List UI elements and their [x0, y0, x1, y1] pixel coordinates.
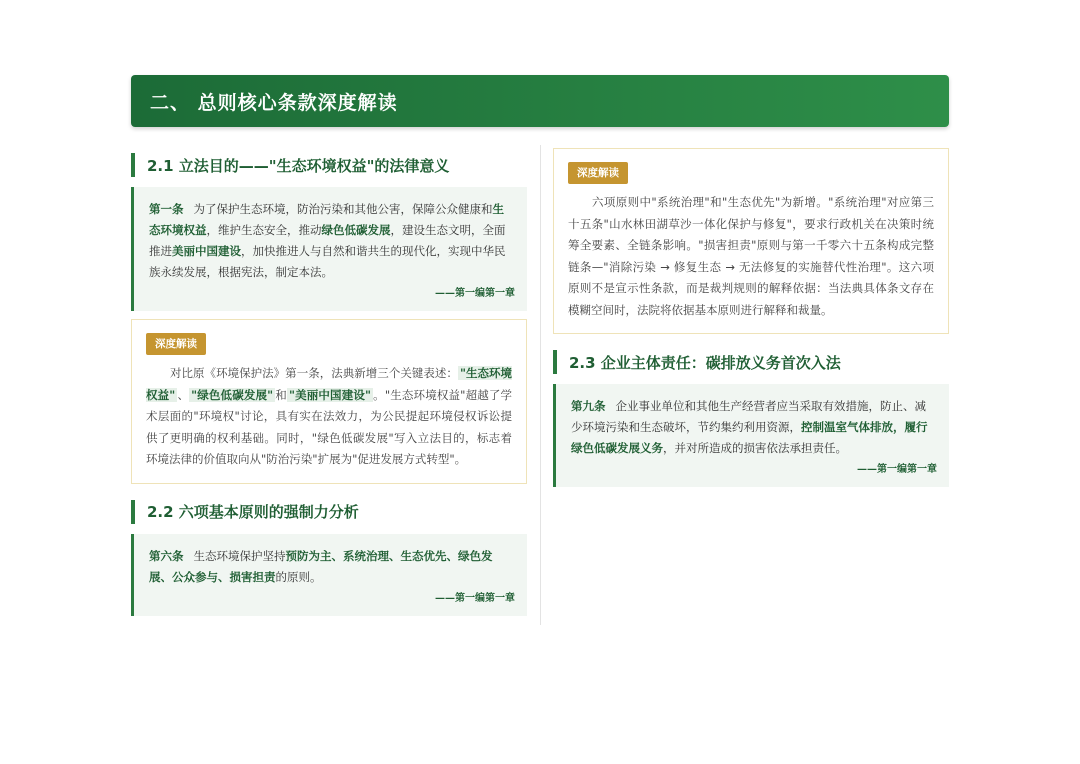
interp-highlight: "绿色低碳发展" [191, 387, 274, 402]
interpretation-box-2-2 [553, 148, 949, 334]
clause-text-part: ，维护生态安全，推动 [206, 223, 322, 237]
interpretation-tag: 深度解读 [146, 333, 206, 355]
interp-highlight: "美丽中国建设" [288, 387, 372, 402]
interpretation-tag: 深度解读 [568, 162, 628, 184]
clause-text-part: ，并对所造成的损害依法承担责任。 [663, 441, 847, 455]
clause-text [149, 199, 515, 283]
clause-text-part: 为了保护生态环境，防治污染和其他公害，保障公众健康和 [193, 202, 493, 216]
clause-text-part: ，建设生态文明，全面推进 [149, 223, 506, 258]
clause-text-part: 企业事业单位和其他生产经营者应当采取有效措施，防止、减少环境污染和生态破坏，节约集约利用资源， [571, 399, 926, 434]
clause-source: ——第一编第一章 [857, 464, 937, 475]
interp-text-part: 、 [177, 387, 190, 402]
interpretation-text [146, 363, 512, 471]
clause-keyword: 控制温室气体排放，履行绿色低碳发展义务 [571, 420, 928, 455]
clause-keyword: 生态环境权益 [149, 202, 504, 237]
interp-text-part: 和 [275, 387, 287, 402]
clause-source: ——第一编第一章 [435, 592, 515, 604]
interp-highlight: "生态环境权益" [146, 366, 512, 402]
subsection-heading-2-3: 2.3 企业主体责任：碳排放义务首次入法 [553, 350, 949, 374]
section-banner [131, 75, 949, 127]
interp-text-part: 。"生态环境权益"超越了学术层面的"环境权"讨论，具有实在法效力，为公民提起环境侵权诉讼提供了更明确的权利基础。同时，"绿色低碳发展"写入立法目的，标志着环境法律的价值取向从"防治污染"扩展为"促进发展方式转型"。 [146, 387, 513, 466]
clause-keyword: 美丽中国建设 [172, 244, 241, 258]
article-number: 第九条 [571, 399, 606, 413]
clause-text-part: 生态环境保护坚持 [193, 548, 286, 563]
left-column [131, 153, 527, 616]
clause-article-9 [553, 384, 949, 487]
subsection-heading-2-2: 2.2 六项基本原则的强制力分析 [131, 500, 527, 524]
clause-source: ——第一编第一章 [435, 288, 515, 299]
article-number: 第一条 [149, 202, 184, 216]
clause-text-part: ，加快推进人与自然和谐共生的现代化，实现中华民族永续发展，根据宪法，制定本法。 [149, 244, 506, 279]
column-divider [540, 145, 541, 625]
clause-keyword: 绿色低碳发展 [321, 223, 391, 237]
clause-text [149, 546, 515, 588]
clause-keyword: 预防为主、系统治理、生态优先、绿色发展、公众参与、损害担责 [149, 548, 493, 584]
interpretation-text: 六项原则中"系统治理"和"生态优先"为新增。"系统治理"对应第三十五条"山水林田湖草沙一体化保护与修复"，要求行政机关在决策时统筹全要素、全链条影响。"损害担责"原则与第一千零六十五条构成完整链条—"消除污染 → 修复生态 → 无法修复的实施替代性治理"。这六项原则不是宣示性条款，而是裁判规则的解释依据：当法典具体条文存在模糊空间时，法院将依据基本原则进行解释和裁量。 [568, 195, 934, 317]
clause-article-1 [131, 187, 527, 311]
article-number: 第六条 [149, 548, 184, 563]
subsection-heading-2-1: 2.1 立法目的——"生态环境权益"的法律意义 [131, 153, 527, 177]
interp-text-part: 对比原《环境保护法》第一条，法典新增三个关键表述： [170, 366, 458, 380]
clause-text [571, 396, 937, 459]
section-title: 二、 总则核心条款深度解读 [150, 91, 398, 114]
right-column [553, 148, 949, 487]
interpretation-box-2-1 [131, 319, 527, 484]
clause-article-6 [131, 534, 527, 616]
clause-text-part: 的原则。 [275, 569, 322, 584]
